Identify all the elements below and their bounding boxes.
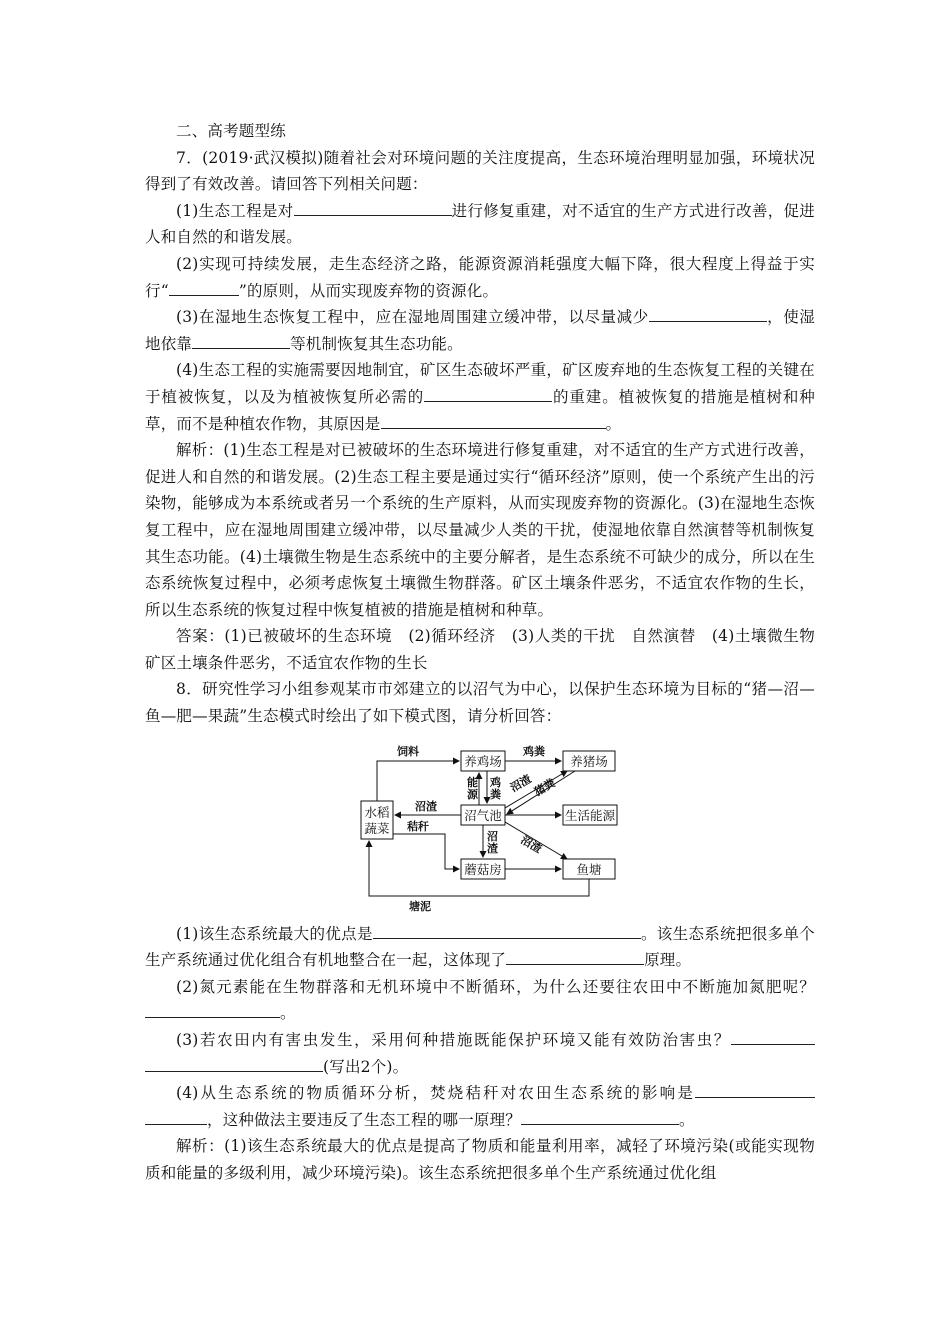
edge-label: 粪 bbox=[490, 787, 501, 801]
section-title: 二、高考题型练 bbox=[176, 122, 286, 140]
edge-label: 鸡粪 bbox=[523, 744, 545, 758]
document-page bbox=[145, 118, 831, 1187]
answer-blank[interactable] bbox=[381, 412, 606, 429]
answer-blank[interactable] bbox=[506, 948, 644, 965]
edge-label: 塘泥 bbox=[409, 899, 431, 913]
edge-label: 秸秆 bbox=[407, 819, 429, 833]
question-7-stem: 7．(2019·武汉模拟)随着社会对环境问题的关注度提高，生态环境治理明显加强，环境状况得到了有效改善。请回答下列相关问题： bbox=[145, 148, 815, 194]
question-8-stem: 8．研究性学习小组参观某市市郊建立的以沼气为中心，以保护生态环境为目标的“猪—沼—鱼—肥—果蔬”生态模式时绘出了如下模式图，请分析回答： bbox=[145, 680, 815, 726]
node-label: 蘑菇房 bbox=[464, 861, 502, 877]
straw-arrow bbox=[393, 834, 459, 869]
question-8-part-1: (1)该生态系统最大的优点是 。该生态系统把很多单个生产系统通过优化组合有机地整合在一起，这体现了 原理。 bbox=[145, 921, 815, 974]
question-7-part-4: (4)生态工程的实施需要因地制宜，矿区生态破坏严重，矿区废弃地的生态恢复工程的关键在于植被恢复，以及为植被恢复所必需的 的重建。植被恢复的措施是植树和种草，而不是种植农作物，其原因是 。 bbox=[145, 361, 816, 433]
edge-label: 沼 bbox=[487, 829, 498, 843]
answer-blank[interactable] bbox=[169, 279, 239, 296]
answer-blank[interactable] bbox=[145, 1001, 280, 1018]
question-8-part-3: (3)若农田内有害虫发生，采用何种措施既能保护环境又能有效防治害虫？(写出2个)。 bbox=[145, 1027, 815, 1080]
eco-model-diagram bbox=[145, 734, 815, 919]
edge-label: 饲料 bbox=[397, 744, 419, 758]
node-label: 生活能源 bbox=[564, 807, 616, 823]
edge-label: 渣 bbox=[487, 841, 498, 855]
answer-blank[interactable] bbox=[649, 305, 767, 322]
edge-label: 源 bbox=[467, 787, 478, 801]
edge-label: 鸡 bbox=[490, 775, 501, 789]
question-8-analysis: 解析：(1)该生态系统最大的优点是提高了物质和能量利用率，减轻了环境污染(或能实现物质和能量的多级利用，减少环境污染)。该生态系统把很多单个生产系统通过优化组 bbox=[145, 1137, 815, 1182]
node-label: 水稻 bbox=[364, 804, 390, 820]
node-label: 沼气池 bbox=[464, 807, 502, 823]
question-8-part-4: (4)从生态系统的物质循环分析，焚烧秸秆对农田生态系统的影响是，这种做法主要违反了生态工程的哪一原理？ 。 bbox=[145, 1080, 815, 1133]
answer-blank[interactable] bbox=[731, 1028, 815, 1045]
answer-blank[interactable] bbox=[294, 199, 452, 216]
answer-blank[interactable] bbox=[521, 1108, 679, 1125]
node-label: 鱼塘 bbox=[576, 861, 602, 877]
edge-label: 猪粪 bbox=[532, 775, 558, 799]
question-7-part-1: (1)生态工程是对 进行修复重建，对不适宜的生产方式进行改善，促进人和自然的和谐发展。 bbox=[145, 198, 815, 251]
node-label: 养猪场 bbox=[570, 753, 608, 769]
question-7-part-3: (3)在湿地生态恢复工程中，应在湿地周围建立缓冲带，以尽量减少 ，使湿地依靠 等机制恢复其生态功能。 bbox=[145, 304, 815, 357]
edge-label: 沼渣 bbox=[415, 799, 437, 813]
node-label: 养鸡场 bbox=[464, 753, 502, 769]
edge-label: 能 bbox=[467, 775, 478, 789]
answer-blank[interactable] bbox=[192, 332, 290, 349]
question-7-part-2: (2)实现可持续发展，走生态经济之路，能源资源消耗强度大幅下降，很大程度上得益于实行“ ”的原则，从而实现废弃物的资源化。 bbox=[145, 254, 815, 300]
answer-blank[interactable] bbox=[145, 1108, 207, 1125]
answer-blank[interactable] bbox=[424, 385, 552, 402]
answer-blank[interactable] bbox=[373, 922, 641, 939]
edge-label: 沼渣 bbox=[508, 771, 534, 795]
feed-arrow bbox=[377, 761, 459, 801]
answer-blank[interactable] bbox=[695, 1081, 815, 1098]
question-7-analysis: 解析：(1)生态工程是对已被破坏的生态环境进行修复重建，对不适宜的生产方式进行改善，促进人和自然的和谐发展。(2)生态工程主要是通过实行“循环经济”原则，使一个系统产生出的污染物，能够成为本系统或者另一个系统的生产原料，从而实现废弃物的资源化。(3)在湿地生态恢复工程中，应在湿地周围建立缓冲带，以尽量减少人类的干扰，使湿地依靠自然演替等机制恢复其生态功能。(4)土壤微生物是生态系统中的主要分解者，是生态系统不可缺少的成分，所以在生态系统恢复过程中，必须考虑恢复土壤微生物群落。矿区土壤条件恶劣，不适宜农作物的生长，所以生态系统的恢复过程中恢复植被的措施是植树和种草。 bbox=[145, 441, 815, 619]
question-8-part-2: (2)氮元素能在生物群落和无机环境中不断循环，为什么还要往农田中不断施加氮肥呢？。 bbox=[145, 974, 815, 1027]
edge-label: 沼渣 bbox=[518, 832, 545, 856]
answer-blank[interactable] bbox=[145, 1055, 323, 1072]
node-label: 蔬菜 bbox=[364, 820, 390, 836]
question-7-answer: 答案：(1)已被破坏的生态环境 (2)循环经济 (3)人类的干扰 自然演替 (4)土壤微生物 矿区土壤条件恶劣，不适宜农作物的生长 bbox=[145, 627, 831, 672]
